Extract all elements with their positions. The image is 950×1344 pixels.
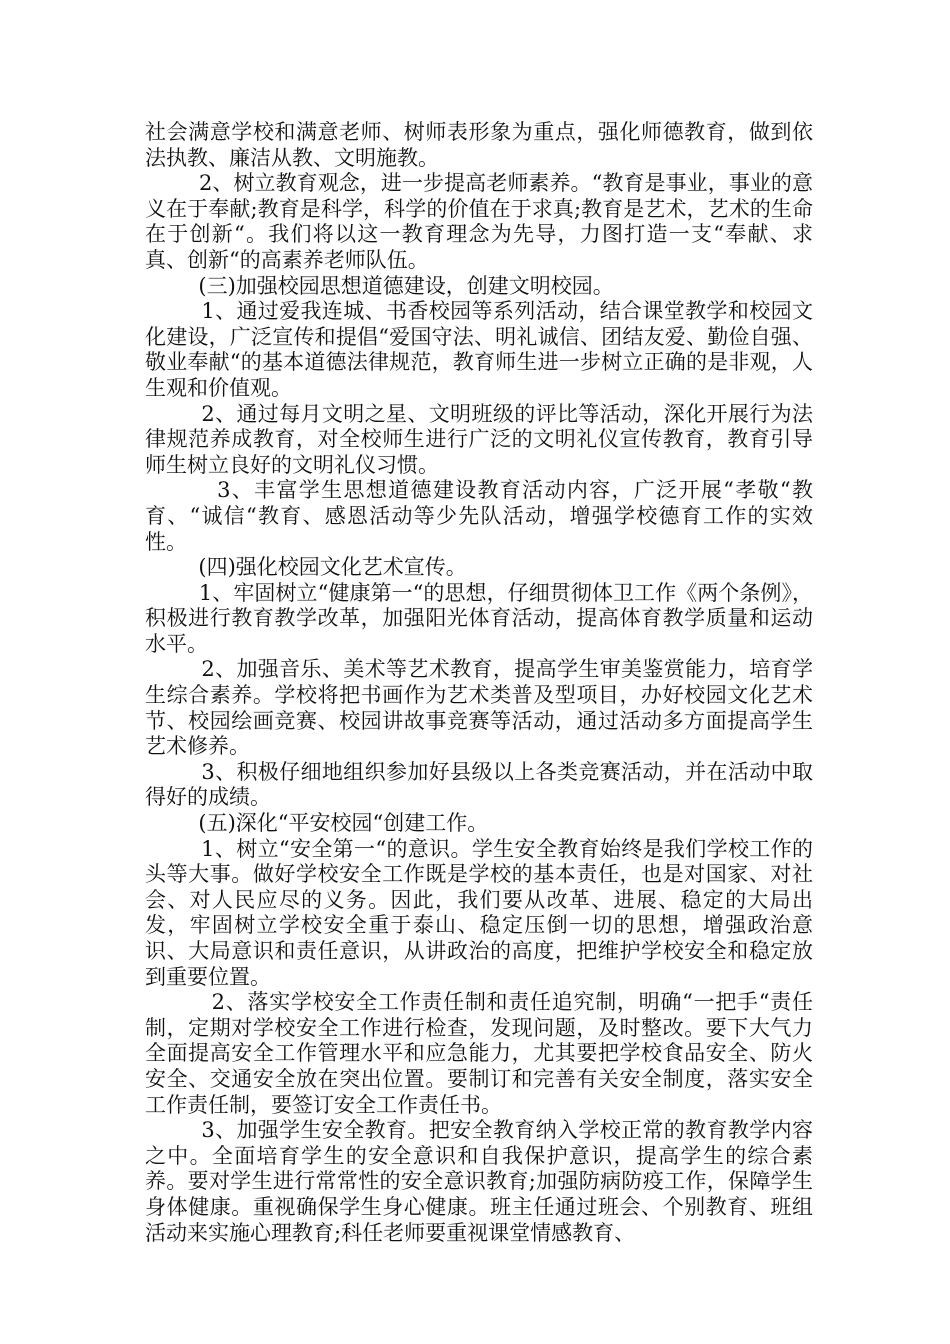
document-body bbox=[145, 120, 813, 1246]
paragraph: 3、加强学生安全教育。把安全教育纳入学校正常的教育教学内容之中。全面培育学生的安全意识和自我保护意识，提高学生的综合素养。要对学生进行常常性的安全意识教育;加强防病防疫工作，保障学生身体健康。重视确保学生身心健康。班主任通过班会、个别教育、班组活动来实施心理教育;科任老师要重视课堂情感教育、 bbox=[145, 1118, 813, 1245]
paragraph: 2、加强音乐、美术等艺术教育，提高学生审美鉴赏能力，培育学生综合素养。学校将把书画作为艺术类普及型项目，办好校园文化艺术节、校园绘画竞赛、校园讲故事竞赛等活动，通过活动多方面提高学生艺术修养。 bbox=[145, 657, 813, 759]
section-heading: (三)加强校园思想道德建设，创建文明校园。 bbox=[145, 273, 614, 298]
paragraph: 3、积极仔细地组织参加好县级以上各类竞赛活动，并在活动中取得好的成绩。 bbox=[145, 759, 813, 810]
paragraph: 1、树立“安全第一“的意识。学生安全教育始终是我们学校工作的头等大事。做好学校安全工作既是学校的基本责任，也是对国家、对社会、对人民应尽的义务。因此，我们要从改革、进展、稳定的大局出发，牢固树立学校安全重于泰山、稳定压倒一切的思想，增强政治意识、大局意识和责任意识，从讲政治的高度，把维护学校安全和稳定放到重要位置。 bbox=[145, 836, 813, 989]
section-heading: (四)强化校园文化艺术宣传。 bbox=[145, 555, 467, 580]
paragraph: 2、落实学校安全工作责任制和责任追究制，明确“一把手“责任制，定期对学校安全工作进行检查，发现问题，及时整改。要下大气力全面提高安全工作管理水平和应急能力，尤其要把学校食品安全、防火安全、交通安全放在突出位置。要制订和完善有关安全制度，落实安全工作责任制，要签订安全工作责任书。 bbox=[145, 990, 813, 1117]
paragraph: 社会满意学校和满意老师、树师表形象为重点，强化师德教育，做到依法执教、廉洁从教、文明施教。 bbox=[145, 120, 813, 170]
section-heading: (五)深化“平安校园“创建工作。 bbox=[145, 811, 489, 836]
paragraph: 1、通过爱我连城、书香校园等系列活动，结合课堂教学和校园文化建设，广泛宣传和提倡“爱国守法、明礼诚信、团结友爱、勤俭自强、敬业奉献“的基本道德法律规范，教育师生进一步树立正确的是非观，人生观和价值观。 bbox=[145, 299, 813, 400]
paragraph: 1、牢固树立“健康第一“的思想，仔细贯彻体卫工作《两个条例》，积极进行教育教学改革，加强阳光体育活动，提高体育教学质量和运动水平。 bbox=[145, 580, 813, 656]
paragraph: 2、通过每月文明之星、文明班级的评比等活动，深化开展行为法律规范养成教育，对全校师生进行广泛的文明礼仪宣传教育，教育引导师生树立良好的文明礼仪习惯。 bbox=[145, 401, 813, 477]
paragraph: 2、树立教育观念，进一步提高老师素养。“教育是事业，事业的意义在于奉献;教育是科学，科学的价值在于求真;教育是艺术，艺术的生命在于创新“。我们将以这一教育理念为先导，力图打造一支“奉献、求真、创新“的高素养老师队伍。 bbox=[145, 171, 813, 272]
paragraph: 3、丰富学生思想道德建设教育活动内容，广泛开展“孝敬“教育、“诚信“教育、感恩活动等少先队活动，增强学校德育工作的实效性。 bbox=[145, 478, 813, 554]
